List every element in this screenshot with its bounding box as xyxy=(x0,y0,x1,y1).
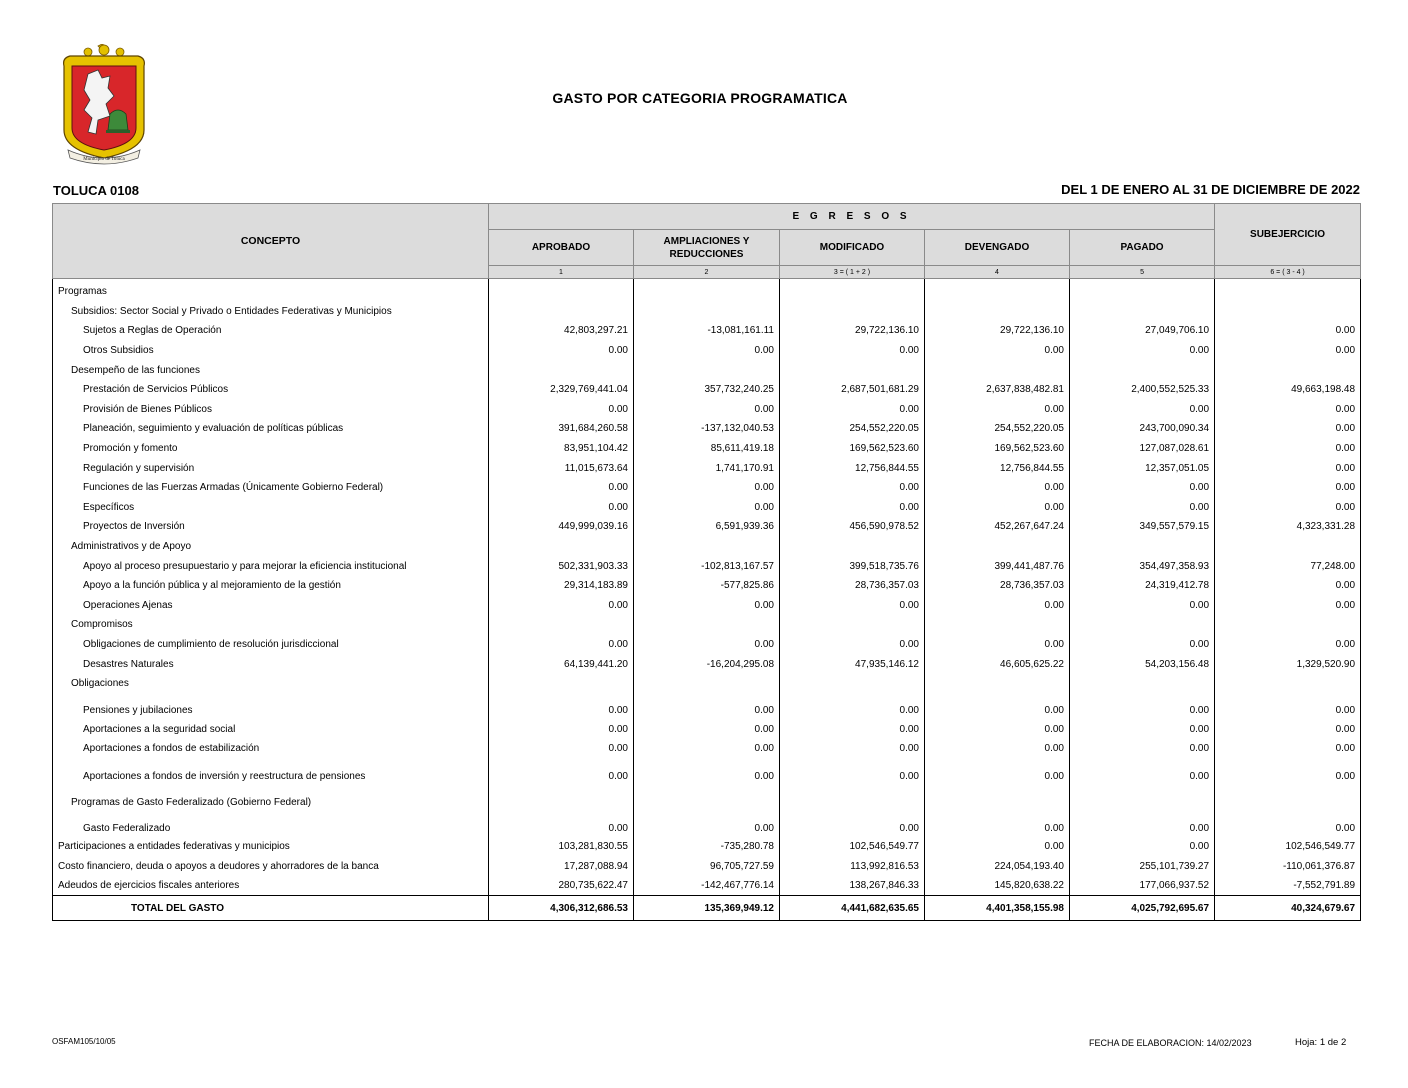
amount-cell xyxy=(1215,302,1361,322)
column-header-devengado: DEVENGADO xyxy=(925,230,1070,266)
amount-cell: 0.00 xyxy=(489,341,634,361)
amount-cell xyxy=(634,674,780,694)
amount-cell: 0.00 xyxy=(925,341,1070,361)
table-row xyxy=(53,693,1361,719)
concept-cell: Aportaciones a fondos de estabilización xyxy=(53,739,489,759)
column-header-aprobado: APROBADO xyxy=(489,230,634,266)
amount-cell: 0.00 xyxy=(489,478,634,498)
report-period: DEL 1 DE ENERO AL 31 DE DICIEMBRE DE 2022 xyxy=(1061,182,1360,197)
amount-cell: 27,049,706.10 xyxy=(1070,321,1215,341)
column-number: 1 xyxy=(489,266,634,279)
total-amount-cell: 4,441,682,635.65 xyxy=(780,896,925,921)
table-row xyxy=(53,759,1361,785)
amount-cell: 1,329,520.90 xyxy=(1215,654,1361,674)
table-row xyxy=(53,837,1361,857)
table-row xyxy=(53,498,1361,518)
table-row xyxy=(53,811,1361,837)
amount-cell: 0.00 xyxy=(1215,458,1361,478)
amount-cell: 0.00 xyxy=(1215,719,1361,739)
concept-cell: Promoción y fomento xyxy=(53,439,489,459)
amount-cell xyxy=(1215,674,1361,694)
amount-cell xyxy=(489,674,634,694)
amount-cell xyxy=(1215,785,1361,811)
amount-cell xyxy=(634,302,780,322)
amount-cell: 64,139,441.20 xyxy=(489,654,634,674)
total-amount-cell: 4,401,358,155.98 xyxy=(925,896,1070,921)
amount-cell: 127,087,028.61 xyxy=(1070,439,1215,459)
amount-cell: 169,562,523.60 xyxy=(925,439,1070,459)
amount-cell: 138,267,846.33 xyxy=(780,876,925,896)
subejercicio-header: SUBEJERCICIO xyxy=(1215,204,1361,266)
page-number: Hoja: 1 de 2 xyxy=(1295,1037,1347,1048)
amount-cell: 0.00 xyxy=(1215,400,1361,420)
amount-cell: 2,329,769,441.04 xyxy=(489,380,634,400)
amount-cell: 0.00 xyxy=(489,498,634,518)
amount-cell xyxy=(925,674,1070,694)
amount-cell xyxy=(489,537,634,557)
table-row xyxy=(53,419,1361,439)
amount-cell: 0.00 xyxy=(780,759,925,785)
amount-cell xyxy=(489,615,634,635)
amount-cell: 2,637,838,482.81 xyxy=(925,380,1070,400)
amount-cell: 113,992,816.53 xyxy=(780,856,925,876)
amount-cell: 0.00 xyxy=(1215,439,1361,459)
amount-cell xyxy=(634,785,780,811)
table-row xyxy=(53,785,1361,811)
amount-cell: 0.00 xyxy=(489,400,634,420)
amount-cell: 349,557,579.15 xyxy=(1070,517,1215,537)
amount-cell: 11,015,673.64 xyxy=(489,458,634,478)
concept-cell: Obligaciones xyxy=(53,674,489,694)
form-code: OSFAM105/10/05 xyxy=(52,1037,116,1046)
amount-cell: 243,700,090.34 xyxy=(1070,419,1215,439)
amount-cell: 0.00 xyxy=(780,400,925,420)
amount-cell: 0.00 xyxy=(925,719,1070,739)
amount-cell: 0.00 xyxy=(1215,596,1361,616)
amount-cell: 224,054,193.40 xyxy=(925,856,1070,876)
concept-cell: Aportaciones a la seguridad social xyxy=(53,719,489,739)
amount-cell: 29,722,136.10 xyxy=(780,321,925,341)
amount-cell xyxy=(634,615,780,635)
amount-cell xyxy=(1070,537,1215,557)
amount-cell xyxy=(780,785,925,811)
amount-cell: 103,281,830.55 xyxy=(489,837,634,857)
amount-cell xyxy=(1070,302,1215,322)
amount-cell: 169,562,523.60 xyxy=(780,439,925,459)
amount-cell: 0.00 xyxy=(489,759,634,785)
amount-cell: -110,061,376.87 xyxy=(1215,856,1361,876)
concept-cell: Regulación y supervisión xyxy=(53,458,489,478)
amount-cell: 0.00 xyxy=(925,400,1070,420)
amount-cell: 102,546,549.77 xyxy=(780,837,925,857)
amount-cell: 0.00 xyxy=(1070,635,1215,655)
amount-cell xyxy=(780,615,925,635)
amount-cell: 0.00 xyxy=(489,635,634,655)
amount-cell: 177,066,937.52 xyxy=(1070,876,1215,896)
amount-cell xyxy=(489,360,634,380)
amount-cell: 0.00 xyxy=(780,811,925,837)
amount-cell: 0.00 xyxy=(1070,811,1215,837)
amount-cell xyxy=(1070,674,1215,694)
amount-cell xyxy=(1070,279,1215,302)
amount-cell: 0.00 xyxy=(1215,693,1361,719)
amount-cell: 0.00 xyxy=(1070,837,1215,857)
concept-cell: Funciones de las Fuerzas Armadas (Únicamente Gobierno Federal) xyxy=(53,478,489,498)
amount-cell: 0.00 xyxy=(925,837,1070,857)
amount-cell: 0.00 xyxy=(634,739,780,759)
amount-cell: -142,467,776.14 xyxy=(634,876,780,896)
amount-cell: 0.00 xyxy=(1070,341,1215,361)
amount-cell: 0.00 xyxy=(780,739,925,759)
table-row xyxy=(53,279,1361,302)
amount-cell: 145,820,638.22 xyxy=(925,876,1070,896)
amount-cell: -7,552,791.89 xyxy=(1215,876,1361,896)
table-row xyxy=(53,458,1361,478)
amount-cell: 0.00 xyxy=(925,693,1070,719)
amount-cell: -13,081,161.11 xyxy=(634,321,780,341)
concept-cell: Programas xyxy=(53,279,489,302)
amount-cell: 0.00 xyxy=(634,693,780,719)
amount-cell: 0.00 xyxy=(634,498,780,518)
amount-cell: 96,705,727.59 xyxy=(634,856,780,876)
column-number: 6 = ( 3 - 4 ) xyxy=(1215,266,1361,279)
table-row xyxy=(53,615,1361,635)
amount-cell: 0.00 xyxy=(489,719,634,739)
amount-cell: 0.00 xyxy=(634,596,780,616)
column-header-ampliaciones: AMPLIACIONES Y REDUCCIONES xyxy=(634,230,780,266)
amount-cell: 0.00 xyxy=(1215,739,1361,759)
table-body xyxy=(53,279,1361,921)
elaboration-date: FECHA DE ELABORACION: 14/02/2023 xyxy=(1089,1038,1252,1048)
table-row xyxy=(53,719,1361,739)
svg-text:Municipio de Toluca: Municipio de Toluca xyxy=(83,157,125,162)
amount-cell: 0.00 xyxy=(1070,739,1215,759)
spending-table xyxy=(52,203,1361,921)
amount-cell: 0.00 xyxy=(925,635,1070,655)
amount-cell: 0.00 xyxy=(1215,498,1361,518)
table-row xyxy=(53,341,1361,361)
amount-cell: 255,101,739.27 xyxy=(1070,856,1215,876)
amount-cell xyxy=(780,360,925,380)
amount-cell: 17,287,088.94 xyxy=(489,856,634,876)
concept-cell: Subsidios: Sector Social y Privado o Entidades Federativas y Municipios xyxy=(53,302,489,322)
amount-cell: -735,280.78 xyxy=(634,837,780,857)
amount-cell: 46,605,625.22 xyxy=(925,654,1070,674)
amount-cell: 0.00 xyxy=(634,811,780,837)
amount-cell: 0.00 xyxy=(925,759,1070,785)
amount-cell xyxy=(1070,615,1215,635)
amount-cell: 0.00 xyxy=(1215,419,1361,439)
amount-cell: 0.00 xyxy=(1070,498,1215,518)
amount-cell: 2,687,501,681.29 xyxy=(780,380,925,400)
amount-cell xyxy=(489,279,634,302)
amount-cell xyxy=(925,537,1070,557)
amount-cell: 0.00 xyxy=(1215,811,1361,837)
amount-cell: 502,331,903.33 xyxy=(489,556,634,576)
column-number: 3 = ( 1 + 2 ) xyxy=(780,266,925,279)
amount-cell xyxy=(925,302,1070,322)
concept-cell: Sujetos a Reglas de Operación xyxy=(53,321,489,341)
amount-cell: 0.00 xyxy=(925,596,1070,616)
concept-cell: Desempeño de las funciones xyxy=(53,360,489,380)
total-amount-cell: 4,025,792,695.67 xyxy=(1070,896,1215,921)
table-row xyxy=(53,517,1361,537)
column-number: 4 xyxy=(925,266,1070,279)
concept-cell: Costo financiero, deuda o apoyos a deudores y ahorradores de la banca xyxy=(53,856,489,876)
amount-cell: 0.00 xyxy=(1070,478,1215,498)
amount-cell: 0.00 xyxy=(1070,400,1215,420)
amount-cell: 0.00 xyxy=(634,759,780,785)
table-row xyxy=(53,739,1361,759)
amount-cell: 357,732,240.25 xyxy=(634,380,780,400)
amount-cell: 354,497,358.93 xyxy=(1070,556,1215,576)
amount-cell xyxy=(925,360,1070,380)
amount-cell: -16,204,295.08 xyxy=(634,654,780,674)
amount-cell: 254,552,220.05 xyxy=(780,419,925,439)
table-row xyxy=(53,400,1361,420)
amount-cell xyxy=(489,785,634,811)
amount-cell: 0.00 xyxy=(634,478,780,498)
amount-cell: 0.00 xyxy=(489,811,634,837)
table-row xyxy=(53,556,1361,576)
concept-cell: Provisión de Bienes Públicos xyxy=(53,400,489,420)
concept-cell: Adeudos de ejercicios fiscales anteriores xyxy=(53,876,489,896)
amount-cell: 2,400,552,525.33 xyxy=(1070,380,1215,400)
concept-header: CONCEPTO xyxy=(53,204,489,279)
concept-cell: Operaciones Ajenas xyxy=(53,596,489,616)
amount-cell: 85,611,419.18 xyxy=(634,439,780,459)
table-row xyxy=(53,856,1361,876)
concept-cell: Programas de Gasto Federalizado (Gobierno Federal) xyxy=(53,785,489,811)
amount-cell: 0.00 xyxy=(780,478,925,498)
amount-cell: 0.00 xyxy=(1070,719,1215,739)
table-row xyxy=(53,302,1361,322)
total-amount-cell: 40,324,679.67 xyxy=(1215,896,1361,921)
amount-cell: 49,663,198.48 xyxy=(1215,380,1361,400)
amount-cell: 6,591,939.36 xyxy=(634,517,780,537)
amount-cell: 0.00 xyxy=(1215,635,1361,655)
amount-cell xyxy=(634,537,780,557)
amount-cell: 0.00 xyxy=(780,635,925,655)
amount-cell xyxy=(925,279,1070,302)
concept-cell: Prestación de Servicios Públicos xyxy=(53,380,489,400)
table-row xyxy=(53,635,1361,655)
amount-cell: 0.00 xyxy=(1215,341,1361,361)
report-title: GASTO POR CATEGORIA PROGRAMATICA xyxy=(552,90,848,106)
amount-cell xyxy=(489,302,634,322)
amount-cell: 0.00 xyxy=(780,693,925,719)
concept-cell: Apoyo a la función pública y al mejoramiento de la gestión xyxy=(53,576,489,596)
amount-cell: -137,132,040.53 xyxy=(634,419,780,439)
entity-name: TOLUCA 0108 xyxy=(53,183,139,198)
concept-cell: Participaciones a entidades federativas y municipios xyxy=(53,837,489,857)
amount-cell: 0.00 xyxy=(489,596,634,616)
total-amount-cell: 4,306,312,686.53 xyxy=(489,896,634,921)
table-row xyxy=(53,674,1361,694)
amount-cell: 0.00 xyxy=(1070,759,1215,785)
amount-cell xyxy=(780,302,925,322)
concept-cell: Aportaciones a fondos de inversión y reestructura de pensiones xyxy=(53,759,489,785)
amount-cell xyxy=(1215,279,1361,302)
amount-cell: 0.00 xyxy=(925,498,1070,518)
column-header-modificado: MODIFICADO xyxy=(780,230,925,266)
table-row xyxy=(53,360,1361,380)
concept-cell: Administrativos y de Apoyo xyxy=(53,537,489,557)
amount-cell xyxy=(1070,785,1215,811)
egresos-header: E G R E S O S xyxy=(489,204,1215,230)
amount-cell: 28,736,357.03 xyxy=(780,576,925,596)
amount-cell: 0.00 xyxy=(925,811,1070,837)
amount-cell xyxy=(925,785,1070,811)
amount-cell: 0.00 xyxy=(634,635,780,655)
amount-cell: 399,441,487.76 xyxy=(925,556,1070,576)
table-row xyxy=(53,596,1361,616)
amount-cell: -577,825.86 xyxy=(634,576,780,596)
amount-cell: 42,803,297.21 xyxy=(489,321,634,341)
amount-cell: 4,323,331.28 xyxy=(1215,517,1361,537)
amount-cell: 83,951,104.42 xyxy=(489,439,634,459)
amount-cell: 0.00 xyxy=(1215,759,1361,785)
table-row xyxy=(53,876,1361,896)
amount-cell: 12,357,051.05 xyxy=(1070,458,1215,478)
amount-cell: 29,314,183.89 xyxy=(489,576,634,596)
amount-cell: 449,999,039.16 xyxy=(489,517,634,537)
concept-cell: Apoyo al proceso presupuestario y para mejorar la eficiencia institucional xyxy=(53,556,489,576)
amount-cell: 0.00 xyxy=(925,478,1070,498)
total-amount-cell: 135,369,949.12 xyxy=(634,896,780,921)
table-row xyxy=(53,576,1361,596)
table-row xyxy=(53,478,1361,498)
amount-cell xyxy=(780,537,925,557)
table-row xyxy=(53,321,1361,341)
table-row xyxy=(53,439,1361,459)
amount-cell: 0.00 xyxy=(925,739,1070,759)
amount-cell: 47,935,146.12 xyxy=(780,654,925,674)
total-label: TOTAL DEL GASTO xyxy=(53,896,489,921)
concept-cell: Pensiones y jubilaciones xyxy=(53,693,489,719)
amount-cell: 391,684,260.58 xyxy=(489,419,634,439)
amount-cell: 452,267,647.24 xyxy=(925,517,1070,537)
amount-cell: 0.00 xyxy=(1070,596,1215,616)
amount-cell xyxy=(1215,360,1361,380)
amount-cell xyxy=(1215,615,1361,635)
amount-cell: 0.00 xyxy=(634,341,780,361)
amount-cell xyxy=(634,279,780,302)
table-row xyxy=(53,654,1361,674)
amount-cell xyxy=(925,615,1070,635)
amount-cell xyxy=(634,360,780,380)
amount-cell: 0.00 xyxy=(1215,321,1361,341)
amount-cell: 24,319,412.78 xyxy=(1070,576,1215,596)
amount-cell: 0.00 xyxy=(780,498,925,518)
amount-cell: 0.00 xyxy=(1215,576,1361,596)
amount-cell: 29,722,136.10 xyxy=(925,321,1070,341)
column-number: 5 xyxy=(1070,266,1215,279)
table-row xyxy=(53,380,1361,400)
amount-cell: 28,736,357.03 xyxy=(925,576,1070,596)
amount-cell: 0.00 xyxy=(634,719,780,739)
amount-cell: 0.00 xyxy=(780,596,925,616)
amount-cell xyxy=(1215,537,1361,557)
amount-cell: 0.00 xyxy=(489,693,634,719)
amount-cell: 102,546,549.77 xyxy=(1215,837,1361,857)
amount-cell: 12,756,844.55 xyxy=(925,458,1070,478)
total-row xyxy=(53,896,1361,921)
amount-cell: 77,248.00 xyxy=(1215,556,1361,576)
amount-cell xyxy=(780,674,925,694)
amount-cell xyxy=(1070,360,1215,380)
amount-cell: 399,518,735.76 xyxy=(780,556,925,576)
amount-cell: 0.00 xyxy=(1215,478,1361,498)
amount-cell xyxy=(780,279,925,302)
column-header-pagado: PAGADO xyxy=(1070,230,1215,266)
concept-cell: Obligaciones de cumplimiento de resolución jurisdiccional xyxy=(53,635,489,655)
amount-cell: 0.00 xyxy=(634,400,780,420)
amount-cell: 0.00 xyxy=(1070,693,1215,719)
amount-cell: 12,756,844.55 xyxy=(780,458,925,478)
concept-cell: Planeación, seguimiento y evaluación de políticas públicas xyxy=(53,419,489,439)
amount-cell: 0.00 xyxy=(780,341,925,361)
concept-cell: Otros Subsidios xyxy=(53,341,489,361)
amount-cell: 54,203,156.48 xyxy=(1070,654,1215,674)
concept-cell: Compromisos xyxy=(53,615,489,635)
amount-cell: 0.00 xyxy=(780,719,925,739)
amount-cell: 1,741,170.91 xyxy=(634,458,780,478)
amount-cell: -102,813,167.57 xyxy=(634,556,780,576)
concept-cell: Desastres Naturales xyxy=(53,654,489,674)
column-number: 2 xyxy=(634,266,780,279)
amount-cell: 254,552,220.05 xyxy=(925,419,1070,439)
concept-cell: Proyectos de Inversión xyxy=(53,517,489,537)
amount-cell: 0.00 xyxy=(489,739,634,759)
table-row xyxy=(53,537,1361,557)
concept-cell: Gasto Federalizado xyxy=(53,811,489,837)
concept-cell: Específicos xyxy=(53,498,489,518)
amount-cell: 280,735,622.47 xyxy=(489,876,634,896)
amount-cell: 456,590,978.52 xyxy=(780,517,925,537)
municipal-crest-logo xyxy=(58,44,150,168)
